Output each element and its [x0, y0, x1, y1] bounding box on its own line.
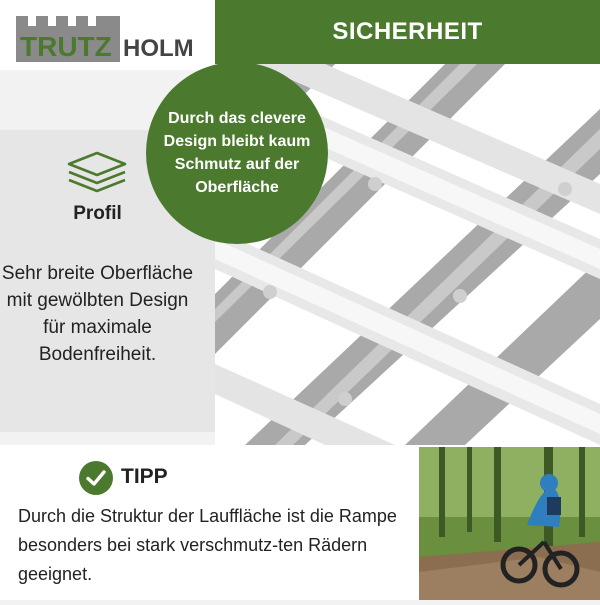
callout-circle	[146, 62, 328, 244]
trutzholm-logo	[14, 14, 194, 62]
logo-text-holm: HOLM	[123, 35, 194, 62]
layers-icon	[66, 150, 128, 196]
header-bar	[215, 0, 600, 64]
logo-text-trutz: TRUTZ	[20, 31, 112, 62]
tip-title: TIPP	[121, 465, 168, 488]
tip-text: Durch die Struktur der Lauffläche ist die Rampe besonders bei stark verschmutz-ten Rädern geeignet.	[18, 506, 397, 584]
profile-title: Profil	[73, 203, 122, 224]
mountain-bike-photo	[419, 447, 600, 600]
check-circle-icon	[79, 461, 113, 495]
callout-text: Durch das clevere Design bleibt kaum Schmutz auf der Oberfläche	[163, 110, 311, 196]
profile-description: Sehr breite Oberfläche mit gewölbten Design für maximale Bodenfreiheit.	[1, 263, 194, 365]
header-title: SICHERHEIT	[332, 18, 483, 45]
logo-area	[0, 0, 215, 70]
forest-bike-illustration	[419, 447, 600, 600]
